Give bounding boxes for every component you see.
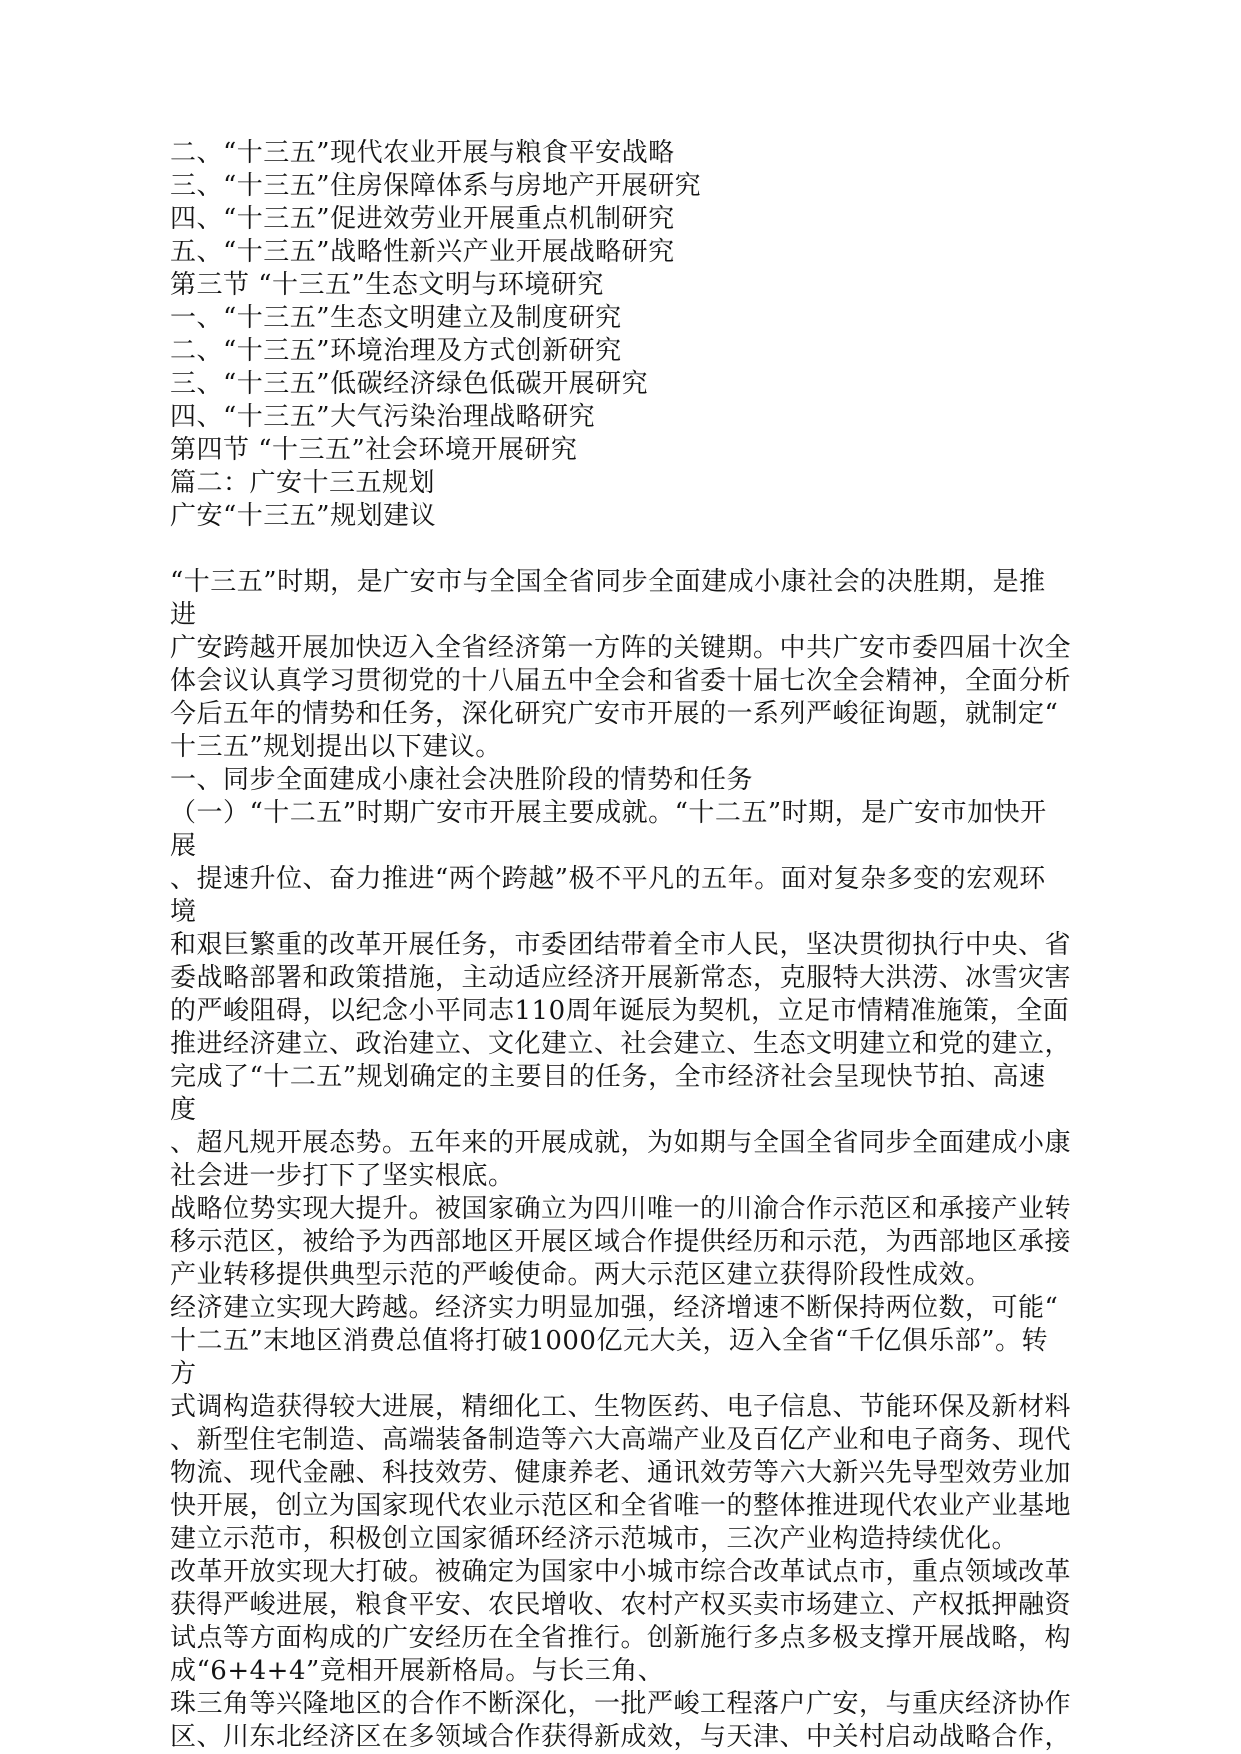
text-line: 广安跨越开展加快迈入全省经济第一方阵的关键期。中共广安市委四届十次全 bbox=[170, 633, 1072, 663]
text-line: 产业转移提供典型示范的严峻使命。两大示范区建立获得阶段性成效。 bbox=[170, 1260, 992, 1290]
text-line: 区、川东北经济区在多领域合作获得新成效，与天津、中关村启动战略合作， bbox=[170, 1722, 1072, 1752]
text-line: 式调构造获得较大进展，精细化工、生物医药、电子信息、节能环保及新材料 bbox=[170, 1392, 1072, 1422]
text-line: 一、同步全面建成小康社会决胜阶段的情势和任务 bbox=[170, 765, 754, 795]
text-line: 第四节 “十三五”社会环境开展研究 bbox=[170, 435, 578, 465]
text-line: 五、“十三五”战略性新兴产业开展战略研究 bbox=[170, 237, 675, 267]
text-line: 体会议认真学习贯彻党的十八届五中全会和省委十届七次全会精神，全面分析 bbox=[170, 666, 1072, 696]
text-line: 四、“十三五”大气污染治理战略研究 bbox=[170, 402, 596, 432]
text-line: 广安“十三五”规划建议 bbox=[170, 501, 437, 531]
text-line: 四、“十三五”促进效劳业开展重点机制研究 bbox=[170, 204, 675, 234]
text-line: （一）“十二五”时期广安市开展主要成就。“十二五”时期，是广安市加快开展 bbox=[170, 798, 1047, 861]
blank-line bbox=[170, 533, 1072, 566]
text-line: 珠三角等兴隆地区的合作不断深化，一批严峻工程落户广安，与重庆经济协作 bbox=[170, 1689, 1072, 1719]
text-line: 获得严峻进展，粮食平安、农民增收、农村产权买卖市场建立、产权抵押融资 bbox=[170, 1590, 1072, 1620]
text-line: 篇二：广安十三五规划 bbox=[170, 468, 436, 498]
text-line: 、超凡规开展态势。五年来的开展成就，为如期与全国全省同步全面建成小康 bbox=[170, 1128, 1072, 1158]
text-line: 、新型住宅制造、高端装备制造等六大高端产业及百亿产业和电子商务、现代 bbox=[170, 1425, 1072, 1455]
text-line: 改革开放实现大打破。被确定为国家中小城市综合改革试点市，重点领域改革 bbox=[170, 1557, 1072, 1587]
text-line: 试点等方面构成的广安经历在全省推行。创新施行多点多极支撑开展战略，构 bbox=[170, 1623, 1072, 1653]
text-line: 移示范区，被给予为西部地区开展区域合作提供经历和示范，为西部地区承接 bbox=[170, 1227, 1072, 1257]
text-line: 第三节 “十三五”生态文明与环境研究 bbox=[170, 270, 604, 300]
text-line: 社会进一步打下了坚实根底。 bbox=[170, 1161, 515, 1191]
text-line: 今后五年的情势和任务，深化研究广安市开展的一系列严峻征询题，就制定“ bbox=[170, 699, 1059, 729]
text-line: 十三五”规划提出以下建议。 bbox=[170, 732, 502, 762]
text-line: 的严峻阻碍，以纪念小平同志110周年诞辰为契机，立足市情精准施策，全面 bbox=[170, 996, 1070, 1026]
text-line: 建立示范市，积极创立国家循环经济示范城市，三次产业构造持续优化。 bbox=[170, 1524, 1019, 1554]
text-line: 成“6+4+4”竞相开展新格局。与长三角、 bbox=[170, 1656, 665, 1686]
text-line: 、提速升位、奋力推进“两个跨越”极不平凡的五年。面对复杂多变的宏观环境 bbox=[170, 864, 1046, 927]
text-line: “十三五”时期，是广安市与全国全省同步全面建成小康社会的决胜期，是推进 bbox=[170, 567, 1046, 630]
text-line: 推进经济建立、政治建立、文化建立、社会建立、生态文明建立和党的建立， bbox=[170, 1029, 1072, 1059]
text-line: 经济建立实现大跨越。经济实力明显加强，经济增速不断保持两位数，可能“ bbox=[170, 1293, 1059, 1323]
text-line: 完成了“十二五”规划确定的主要目的任务，全市经济社会呈现快节拍、高速度 bbox=[170, 1062, 1046, 1125]
text-line: 二、“十三五”环境治理及方式创新研究 bbox=[170, 336, 622, 366]
text-line: 和艰巨繁重的改革开展任务，市委团结带着全市人民，坚决贯彻执行中央、省 bbox=[170, 930, 1072, 960]
text-line: 三、“十三五”低碳经济绿色低碳开展研究 bbox=[170, 369, 649, 399]
text-line: 二、“十三五”现代农业开展与粮食平安战略 bbox=[170, 138, 675, 168]
text-line: 战略位势实现大提升。被国家确立为四川唯一的川渝合作示范区和承接产业转 bbox=[170, 1194, 1072, 1224]
text-line: 物流、现代金融、科技效劳、健康养老、通讯效劳等六大新兴先导型效劳业加 bbox=[170, 1458, 1072, 1488]
text-line: 一、“十三五”生态文明建立及制度研究 bbox=[170, 303, 622, 333]
text-line: 快开展，创立为国家现代农业示范区和全省唯一的整体推进现代农业产业基地 bbox=[170, 1491, 1072, 1521]
text-line: 三、“十三五”住房保障体系与房地产开展研究 bbox=[170, 171, 702, 201]
document-text bbox=[170, 137, 1072, 1754]
text-line: 委战略部署和政策措施，主动适应经济开展新常态，克服特大洪涝、冰雪灾害 bbox=[170, 963, 1072, 993]
text-line: 十二五”末地区消费总值将打破1000亿元大关，迈入全省“千亿俱乐部”。转方 bbox=[170, 1326, 1049, 1389]
